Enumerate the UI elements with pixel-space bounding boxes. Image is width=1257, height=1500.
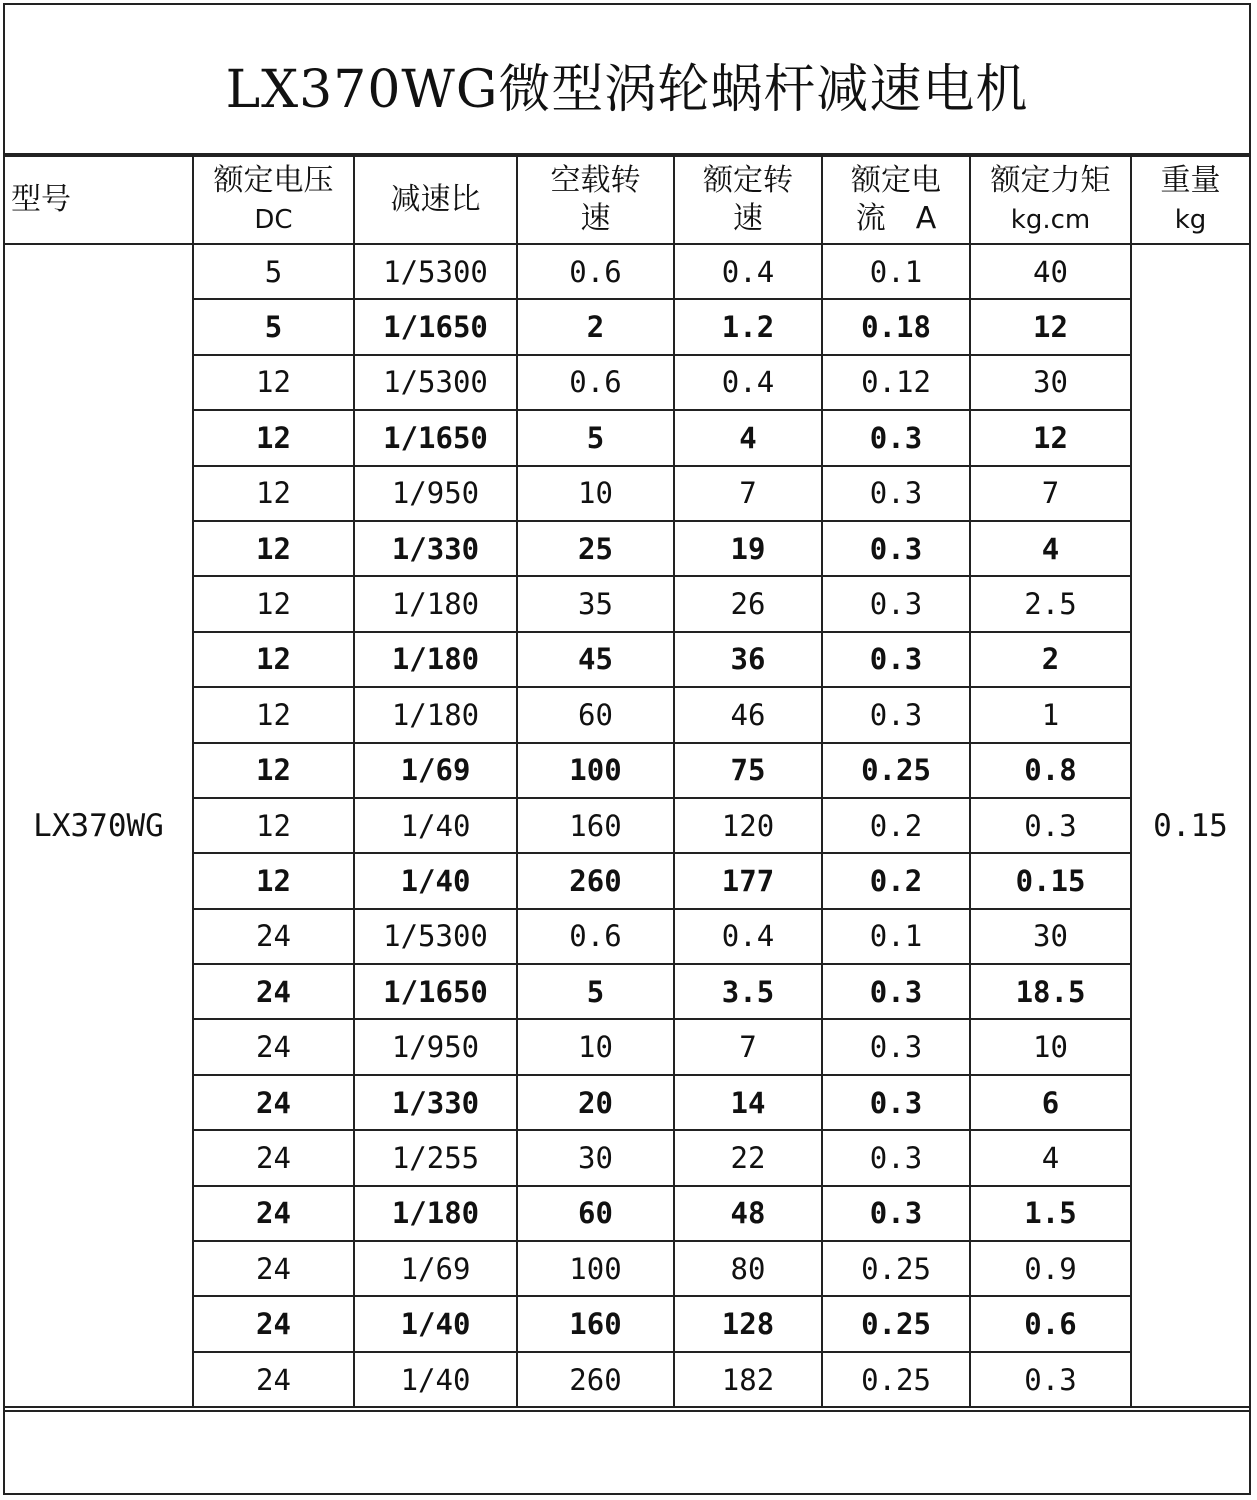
cell-current: 0.3 xyxy=(822,1186,970,1241)
header-rated-torque: 额定力矩 kg.cm xyxy=(970,156,1131,244)
cell-torque: 0.3 xyxy=(970,1352,1131,1407)
header-row xyxy=(5,156,1249,244)
cell-torque: 10 xyxy=(970,1019,1131,1074)
cell-current: 0.3 xyxy=(822,466,970,521)
cell-ratio: 1/180 xyxy=(354,632,517,687)
cell-rated-speed: 177 xyxy=(674,853,822,908)
cell-torque: 30 xyxy=(970,355,1131,410)
cell-ratio: 1/330 xyxy=(354,521,517,576)
header-model: 型号 xyxy=(5,156,193,244)
cell-no-load: 160 xyxy=(517,1296,674,1351)
cell-rated-speed: 14 xyxy=(674,1075,822,1130)
cell-voltage: 24 xyxy=(193,1130,354,1185)
cell-current: 0.3 xyxy=(822,521,970,576)
page-title: LX370WG微型涡轮蜗杆减速电机 xyxy=(225,59,1029,120)
cell-current: 0.18 xyxy=(822,299,970,354)
cell-current: 0.3 xyxy=(822,576,970,631)
cell-rated-speed: 120 xyxy=(674,798,822,853)
cell-torque: 2 xyxy=(970,632,1131,687)
cell-current: 0.3 xyxy=(822,1019,970,1074)
cell-torque: 4 xyxy=(970,521,1131,576)
cell-ratio: 1/40 xyxy=(354,853,517,908)
cell-rated-speed: 7 xyxy=(674,1019,822,1074)
cell-no-load: 2 xyxy=(517,299,674,354)
cell-rated-speed: 0.4 xyxy=(674,909,822,964)
cell-current: 0.3 xyxy=(822,687,970,742)
cell-no-load: 10 xyxy=(517,1019,674,1074)
cell-rated-speed: 75 xyxy=(674,743,822,798)
cell-voltage: 5 xyxy=(193,299,354,354)
cell-no-load: 10 xyxy=(517,466,674,521)
title-row xyxy=(5,5,1249,155)
cell-voltage: 24 xyxy=(193,1352,354,1407)
cell-torque: 6 xyxy=(970,1075,1131,1130)
cell-torque: 40 xyxy=(970,244,1131,299)
cell-rated-speed: 3.5 xyxy=(674,964,822,1019)
cell-no-load: 100 xyxy=(517,1241,674,1296)
cell-current: 0.3 xyxy=(822,632,970,687)
cell-ratio: 1/5300 xyxy=(354,909,517,964)
cell-no-load: 0.6 xyxy=(517,909,674,964)
header-voltage: 额定电压 DC xyxy=(193,156,354,244)
cell-rated-speed: 19 xyxy=(674,521,822,576)
cell-ratio: 1/5300 xyxy=(354,355,517,410)
cell-rated-speed: 1.2 xyxy=(674,299,822,354)
cell-rated-speed: 26 xyxy=(674,576,822,631)
cell-torque: 30 xyxy=(970,909,1131,964)
header-rated-current: 额定电 流 A xyxy=(822,156,970,244)
cell-current: 0.3 xyxy=(822,410,970,465)
cell-ratio: 1/1650 xyxy=(354,410,517,465)
cell-voltage: 12 xyxy=(193,410,354,465)
cell-no-load: 25 xyxy=(517,521,674,576)
cell-no-load: 20 xyxy=(517,1075,674,1130)
cell-rated-speed: 22 xyxy=(674,1130,822,1185)
model-cell: LX370WG xyxy=(5,244,193,1407)
cell-no-load: 0.6 xyxy=(517,244,674,299)
cell-ratio: 1/1650 xyxy=(354,299,517,354)
cell-voltage: 12 xyxy=(193,576,354,631)
cell-ratio: 1/40 xyxy=(354,798,517,853)
cell-current: 0.2 xyxy=(822,853,970,908)
cell-no-load: 5 xyxy=(517,410,674,465)
cell-current: 0.3 xyxy=(822,1075,970,1130)
cell-torque: 0.15 xyxy=(970,853,1131,908)
weight-cell: 0.15 xyxy=(1131,244,1249,1407)
cell-current: 0.25 xyxy=(822,743,970,798)
cell-ratio: 1/69 xyxy=(354,743,517,798)
spec-table xyxy=(5,155,1249,1408)
cell-current: 0.25 xyxy=(822,1352,970,1407)
cell-torque: 0.6 xyxy=(970,1296,1131,1351)
cell-voltage: 12 xyxy=(193,853,354,908)
cell-voltage: 12 xyxy=(193,798,354,853)
cell-rated-speed: 46 xyxy=(674,687,822,742)
cell-current: 0.2 xyxy=(822,798,970,853)
cell-torque: 2.5 xyxy=(970,576,1131,631)
cell-torque: 12 xyxy=(970,299,1131,354)
footer-blank xyxy=(5,1410,1249,1495)
cell-current: 0.25 xyxy=(822,1241,970,1296)
cell-rated-speed: 4 xyxy=(674,410,822,465)
cell-no-load: 160 xyxy=(517,798,674,853)
cell-voltage: 12 xyxy=(193,355,354,410)
cell-current: 0.3 xyxy=(822,964,970,1019)
header-rated-speed: 额定转 速 xyxy=(674,156,822,244)
cell-voltage: 5 xyxy=(193,244,354,299)
cell-no-load: 260 xyxy=(517,853,674,908)
cell-rated-speed: 0.4 xyxy=(674,355,822,410)
cell-voltage: 12 xyxy=(193,687,354,742)
cell-current: 0.3 xyxy=(822,1130,970,1185)
cell-ratio: 1/330 xyxy=(354,1075,517,1130)
cell-voltage: 24 xyxy=(193,1186,354,1241)
cell-voltage: 24 xyxy=(193,1019,354,1074)
cell-ratio: 1/180 xyxy=(354,1186,517,1241)
cell-ratio: 1/950 xyxy=(354,1019,517,1074)
cell-no-load: 60 xyxy=(517,687,674,742)
cell-torque: 12 xyxy=(970,410,1131,465)
cell-torque: 0.3 xyxy=(970,798,1131,853)
cell-torque: 7 xyxy=(970,466,1131,521)
cell-no-load: 100 xyxy=(517,743,674,798)
cell-ratio: 1/180 xyxy=(354,576,517,631)
cell-rated-speed: 128 xyxy=(674,1296,822,1351)
spec-sheet xyxy=(3,3,1251,1495)
cell-voltage: 12 xyxy=(193,466,354,521)
cell-no-load: 60 xyxy=(517,1186,674,1241)
cell-rated-speed: 48 xyxy=(674,1186,822,1241)
cell-ratio: 1/40 xyxy=(354,1296,517,1351)
cell-no-load: 35 xyxy=(517,576,674,631)
cell-no-load: 30 xyxy=(517,1130,674,1185)
cell-current: 0.1 xyxy=(822,909,970,964)
cell-voltage: 24 xyxy=(193,1296,354,1351)
cell-ratio: 1/180 xyxy=(354,687,517,742)
cell-ratio: 1/69 xyxy=(354,1241,517,1296)
cell-voltage: 12 xyxy=(193,521,354,576)
table-row xyxy=(5,244,1249,299)
cell-torque: 1 xyxy=(970,687,1131,742)
header-weight: 重量 kg xyxy=(1131,156,1249,244)
cell-rated-speed: 80 xyxy=(674,1241,822,1296)
cell-rated-speed: 0.4 xyxy=(674,244,822,299)
header-ratio: 减速比 xyxy=(354,156,517,244)
cell-torque: 18.5 xyxy=(970,964,1131,1019)
cell-no-load: 260 xyxy=(517,1352,674,1407)
cell-voltage: 24 xyxy=(193,964,354,1019)
spec-table-body xyxy=(5,244,1249,1407)
cell-ratio: 1/950 xyxy=(354,466,517,521)
cell-rated-speed: 36 xyxy=(674,632,822,687)
cell-current: 0.25 xyxy=(822,1296,970,1351)
cell-voltage: 24 xyxy=(193,909,354,964)
cell-current: 0.12 xyxy=(822,355,970,410)
cell-voltage: 24 xyxy=(193,1075,354,1130)
cell-ratio: 1/1650 xyxy=(354,964,517,1019)
cell-current: 0.1 xyxy=(822,244,970,299)
cell-ratio: 1/255 xyxy=(354,1130,517,1185)
cell-rated-speed: 7 xyxy=(674,466,822,521)
cell-torque: 0.8 xyxy=(970,743,1131,798)
cell-voltage: 24 xyxy=(193,1241,354,1296)
cell-torque: 0.9 xyxy=(970,1241,1131,1296)
cell-torque: 1.5 xyxy=(970,1186,1131,1241)
cell-no-load: 45 xyxy=(517,632,674,687)
cell-rated-speed: 182 xyxy=(674,1352,822,1407)
header-no-load-speed: 空载转 速 xyxy=(517,156,674,244)
cell-torque: 4 xyxy=(970,1130,1131,1185)
cell-no-load: 5 xyxy=(517,964,674,1019)
cell-ratio: 1/5300 xyxy=(354,244,517,299)
cell-no-load: 0.6 xyxy=(517,355,674,410)
cell-ratio: 1/40 xyxy=(354,1352,517,1407)
cell-voltage: 12 xyxy=(193,743,354,798)
cell-voltage: 12 xyxy=(193,632,354,687)
